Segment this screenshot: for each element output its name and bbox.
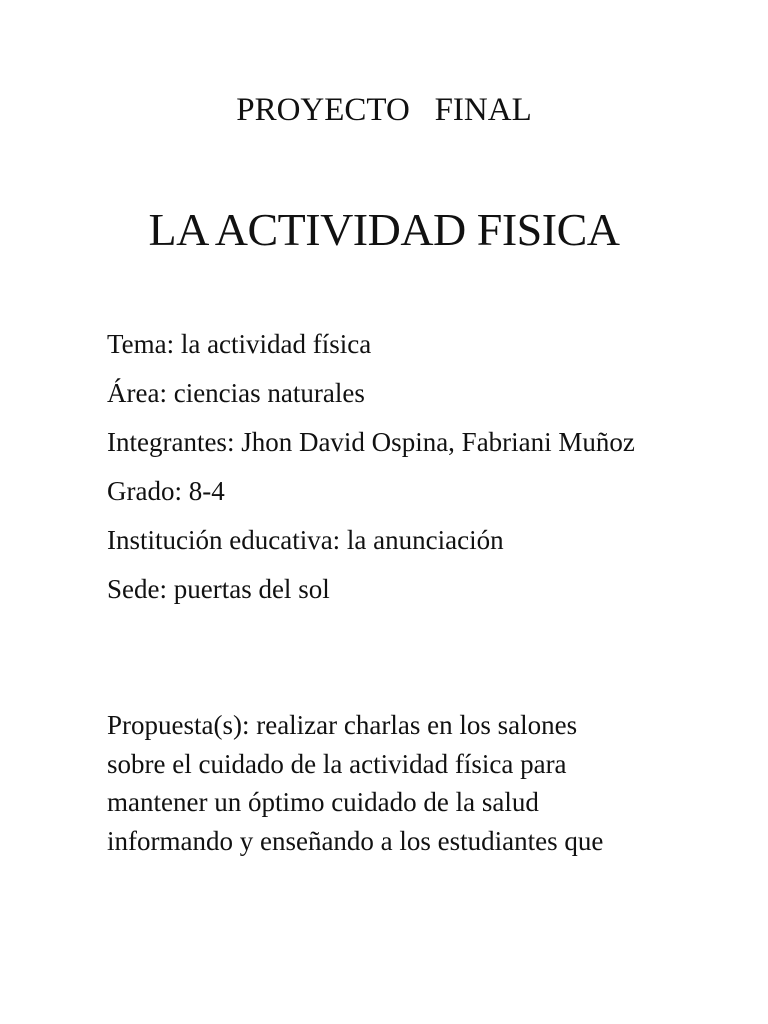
proposal-line: sobre el cuidado de la actividad física para	[107, 748, 567, 779]
proposal-line: mantener un óptimo cuidado de la salud	[107, 787, 539, 817]
institution-line: Institución educativa: la anunciación	[107, 525, 504, 555]
document-title: LA ACTIVIDAD FISICA	[148, 204, 620, 255]
proposal-line: Propuesta(s): realizar charlas en los salones	[107, 710, 578, 740]
area-line: Área: ciencias naturales	[107, 378, 365, 408]
proposal-line: informando y enseñando a los estudiantes que	[107, 825, 604, 856]
members-line: Integrantes: Jhon David Ospina, Fabriani Muñoz	[107, 427, 635, 457]
grade-line: Grado: 8-4	[107, 476, 225, 506]
topic-line: Tema: la actividad física	[107, 329, 372, 359]
proposal-paragraph	[107, 706, 687, 860]
campus-line: Sede: puertas del sol	[107, 574, 330, 604]
info-block	[107, 326, 667, 620]
project-title: PROYECTO FINAL	[236, 92, 532, 128]
